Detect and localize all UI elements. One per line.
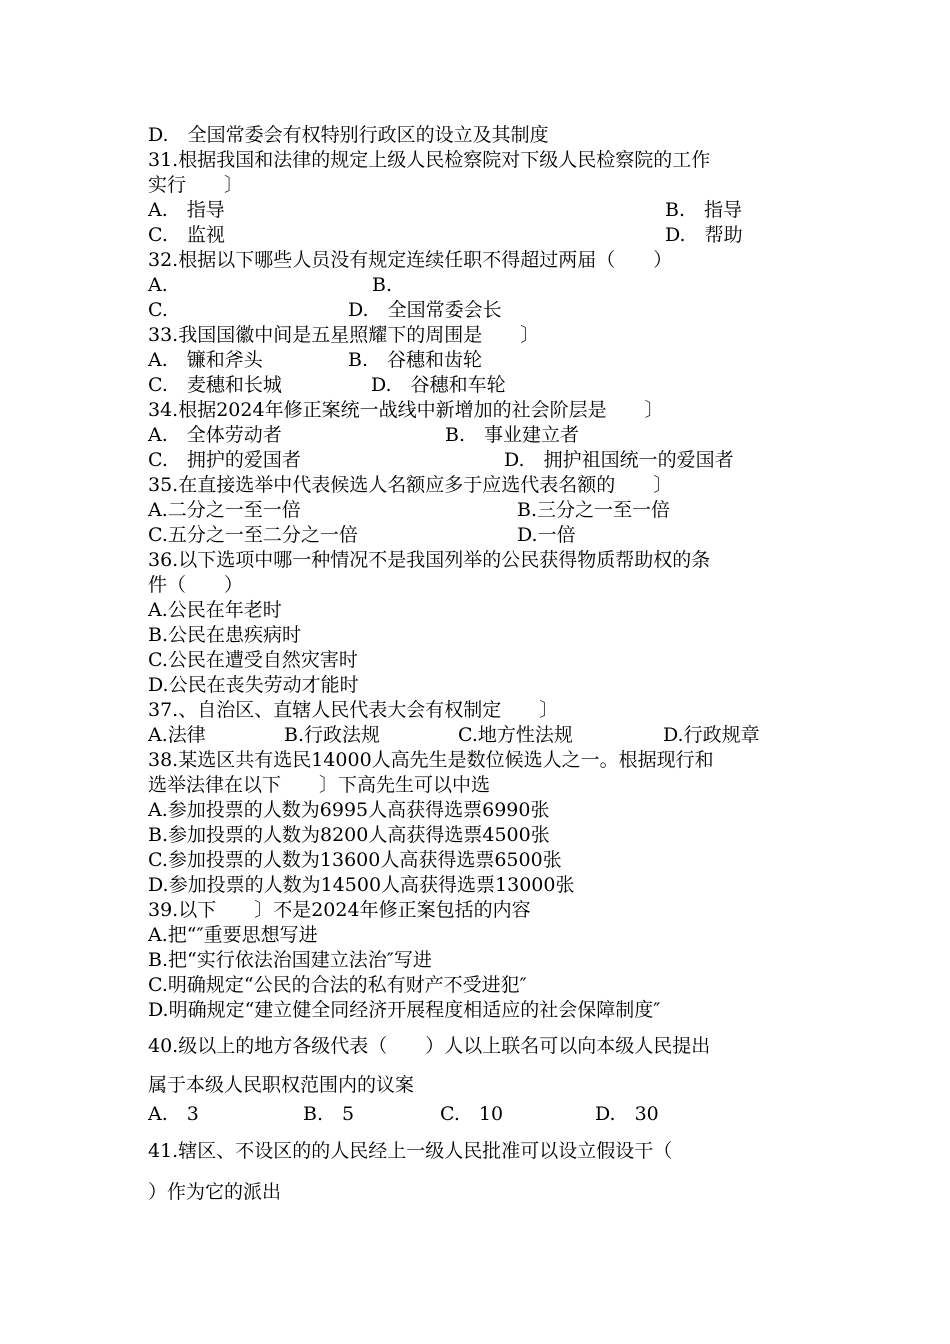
q38-stem-cont: 选举法律在以下 〕下高先生可以中选	[148, 774, 491, 796]
q32-option-c: C.	[148, 299, 168, 321]
q35-option-c: C.五分之一至二分之一倍	[148, 524, 358, 546]
q38-option-c: C.参加投票的人数为13600人高获得选票6500张	[148, 849, 562, 871]
q39-stem: 39.以下 〕不是2024年修正案包括的内容	[148, 899, 531, 921]
q33-options-row2	[148, 373, 828, 398]
q37-option-d: D.行政规章	[663, 724, 760, 746]
q37-option-c: C.地方性法规	[458, 724, 573, 746]
q34-option-a: A. 全体劳动者	[148, 424, 282, 446]
q35-stem: 35.在直接选举中代表候选人名额应多于应选代表名额的 〕	[148, 474, 673, 496]
q40-option-d: D. 30	[595, 1103, 659, 1125]
q34-stem: 34.根据2024年修正案统一战线中新增加的社会阶层是 〕	[148, 399, 664, 421]
q34-option-d: D. 拥护祖国统一的爱国者	[504, 449, 734, 471]
q40-option-a: A. 3	[148, 1103, 199, 1125]
q33-stem: 33.我国国徽中间是五星照耀下的周围是 〕	[148, 324, 540, 346]
q31-option-d: D. 帮助	[665, 224, 743, 246]
q39-option-d: D.明确规定“建立健全同经济开展程度相适应的社会保障制度″	[148, 999, 661, 1021]
q31-option-b: B. 指导	[665, 199, 743, 221]
q31-stem-cont: 实行 〕	[148, 174, 244, 196]
q32-options-row1	[148, 273, 828, 298]
q32-option-b: B.	[372, 274, 393, 296]
q40-option-b: B. 5	[303, 1103, 355, 1125]
q40-options-row	[148, 1102, 828, 1127]
q37-option-a: A.法律	[148, 724, 206, 746]
q31-stem: 31.根据我国和法律的规定上级人民检察院对下级人民检察院的工作	[148, 149, 711, 171]
q31-options-row2	[148, 223, 828, 248]
q39-option-b: B.把“实行依法治国建立法治″写进	[148, 949, 432, 971]
q37-stem: 37.、自治区、直辖人民代表大会有权制定 〕	[148, 699, 559, 721]
q33-option-a: A. 镰和斧头	[148, 349, 263, 371]
q38-option-b: B.参加投票的人数为8200人高获得选票4500张	[148, 824, 550, 846]
q31-option-a: A. 指导	[148, 199, 225, 221]
q34-option-b: B. 事业建立者	[445, 424, 580, 446]
q40-stem-cont: 属于本级人民职权范围内的议案	[148, 1074, 415, 1096]
q38-stem: 38.某选区共有选民14000人高先生是数位候选人之一。根据现行和	[148, 749, 714, 771]
q37-options-row	[148, 723, 828, 748]
q36-option-b: B.公民在患疾病时	[148, 624, 302, 646]
q35-options-row2	[148, 523, 828, 548]
q38-option-a: A.参加投票的人数为6995人高获得选票6990张	[148, 799, 550, 821]
q38-option-d: D.参加投票的人数为14500人高获得选票13000张	[148, 874, 575, 896]
q31-options-row1	[148, 198, 828, 223]
q40-option-c: C. 10	[440, 1103, 504, 1125]
q39-option-c: C.明确规定“公民的合法的私有财产不受进犯″	[148, 974, 527, 996]
q35-options-row1	[148, 498, 828, 523]
q34-option-c: C. 拥护的爱国者	[148, 449, 301, 471]
q30-option-d: D. 全国常委会有权特别行政区的设立及其制度	[148, 124, 549, 146]
q32-stem: 32.根据以下哪些人员没有规定连续任职不得超过两届（ ）	[148, 249, 673, 271]
q34-options-row2	[148, 448, 828, 473]
q36-stem: 36.以下选项中哪一种情况不是我国列举的公民获得物质帮助权的条	[148, 549, 711, 571]
q41-stem: 41.辖区、不设区的的人民经上一级人民批准可以设立假设干（	[148, 1140, 673, 1162]
q41-stem-cont: ）作为它的派出	[148, 1181, 282, 1203]
q34-options-row1	[148, 423, 828, 448]
q32-option-d: D. 全国常委会长	[348, 299, 502, 321]
q39-option-a: A.把“″重要思想写进	[148, 924, 318, 946]
q33-options-row1	[148, 348, 828, 373]
q36-option-c: C.公民在遭受自然灾害时	[148, 649, 358, 671]
q33-option-c: C. 麦穗和长城	[148, 374, 282, 396]
q36-option-d: D.公民在丧失劳动才能时	[148, 674, 359, 696]
q35-option-a: A.二分之一至一倍	[148, 499, 301, 521]
q36-stem-cont: 件（ ）	[148, 574, 244, 596]
q37-option-b: B.行政法规	[284, 724, 381, 746]
q32-options-row2	[148, 298, 828, 323]
q31-option-c: C. 监视	[148, 224, 225, 246]
q32-option-a: A.	[148, 274, 168, 296]
q36-option-a: A.公民在年老时	[148, 599, 282, 621]
q35-option-b: B.三分之一至一倍	[517, 499, 671, 521]
q33-option-b: B. 谷穗和齿轮	[348, 349, 483, 371]
q33-option-d: D. 谷穗和车轮	[371, 374, 506, 396]
q40-stem: 40.级以上的地方各级代表（ ）人以上联名可以向本级人民提出	[148, 1035, 711, 1057]
q35-option-d: D.一倍	[517, 524, 576, 546]
